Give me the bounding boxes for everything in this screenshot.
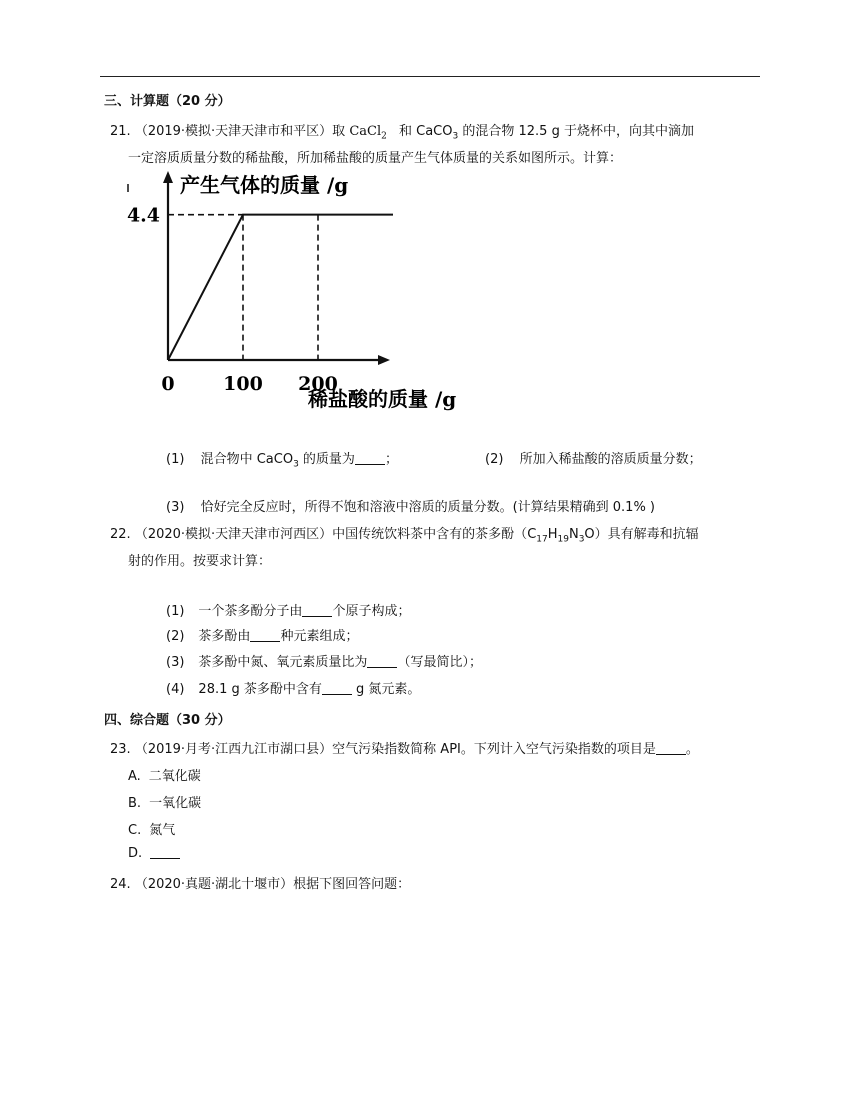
y-axis-arrow — [163, 171, 173, 183]
q21-text-c: 的混合物 12.5 g 于烧杯中，向其中滴加 — [458, 124, 694, 139]
q23-number: 23. — [110, 742, 131, 757]
formula-cacl2: CaCl$_2$ — [349, 124, 387, 142]
q22-item-4-blank[interactable] — [322, 682, 352, 695]
q22-line1 — [110, 523, 699, 545]
q23-line: 23. （2019·月考·江西九江市湖口县）空气污染指数简称 API。下列计入空气污染指数的项目是 。 — [110, 742, 699, 757]
q21-sub2 — [485, 448, 702, 467]
q21-sub3-number: (3) — [166, 500, 185, 515]
section-4-title: 四、综合题（30 分） — [104, 713, 231, 728]
x-axis-label: 稀盐酸的质量 /g — [308, 387, 457, 411]
q21-sub3 — [166, 496, 655, 515]
x-tick-label-0: 0 — [161, 373, 175, 395]
q23-option-d[interactable]: D. — [128, 846, 180, 861]
q23-blank[interactable] — [656, 742, 686, 755]
q21-sub1-blank[interactable] — [355, 452, 385, 465]
q22-item-1: (1) 一个茶多酚分子由 个原子构成； — [166, 604, 411, 619]
q21-text-b: 和 — [399, 124, 417, 139]
y-tick-label-4-4: 4.4 — [126, 204, 160, 227]
top-rule — [100, 76, 760, 77]
q22-item-2-blank[interactable] — [250, 629, 280, 642]
section-3-title: 三、计算题（20 分） — [104, 94, 231, 109]
q24-text: （2020·真题·湖北十堰市）根据下图回答问题： — [134, 877, 411, 892]
q23-option-c[interactable]: C. 氮气 — [128, 823, 176, 838]
q22-item-4: (4) 28.1 g 茶多酚中含有 g 氮元素。 — [166, 682, 421, 697]
x-tick-label-100: 100 — [223, 373, 263, 395]
q21-sub2-number: (2) — [485, 452, 504, 467]
formula-caco3: CaCO$_3$ — [416, 124, 459, 142]
q23-option-d-blank[interactable] — [150, 846, 180, 859]
q22-line2: 射的作用。按要求计算： — [128, 554, 272, 569]
q24-line — [110, 873, 410, 892]
q23-option-a[interactable]: A. 二氧化碳 — [128, 769, 201, 784]
q22-number: 22. — [110, 527, 131, 542]
q22-item-3: (3) 茶多酚中氮、氧元素质量比为 （写最简比）； — [166, 655, 482, 670]
x-tick-label-200: 200 — [298, 373, 338, 395]
q21-number: 21. — [110, 124, 131, 139]
q21-sub1-text: 混合物中 CaCO — [200, 452, 294, 467]
y-axis-label: 产生气体的质量 /g — [180, 173, 349, 197]
q21-line1 — [110, 120, 694, 142]
q22-item-2: (2) 茶多酚由 种元素组成； — [166, 629, 359, 644]
q21-sub2-text: 所加入稀盐酸的溶质质量分数； — [519, 452, 702, 467]
q22-item-1-blank[interactable] — [302, 604, 332, 617]
q22-text-b: ）具有解毒和抗辐 — [594, 527, 699, 542]
gas-mass-series-line — [168, 215, 393, 360]
x-axis-arrow — [378, 355, 390, 365]
q21-sub1: (1) 混合物中 CaCO$_3$ 的质量为 ； — [166, 452, 398, 470]
q21-line2: 一定溶质质量分数的稀盐酸，所加稀盐酸的质量产生气体质量的关系如图所示。计算： — [128, 151, 623, 166]
q21-sub1-number: (1) — [166, 452, 185, 467]
tea-polyphenol-formula: $C_{17}H_{19}N_3O$ — [527, 527, 595, 545]
q21-sub3-text: 恰好完全反应时，所得不饱和溶液中溶质的质量分数。(计算结果精确到 0.1% ) — [200, 500, 655, 515]
q23-option-b[interactable]: B. 一氧化碳 — [128, 796, 202, 811]
q24-number: 24. — [110, 877, 131, 892]
gas-mass-chart — [118, 168, 478, 418]
q23-text: （2019·月考·江西九江市湖口县）空气污染指数简称 API。下列计入空气污染指数的项目是 — [134, 742, 656, 757]
q22-text-a: （2020·模拟·天津天津市河西区）中国传统饮料茶中含有的茶多酚（ — [134, 527, 528, 542]
q22-item-3-blank[interactable] — [367, 655, 397, 668]
q21-text-a: （2019·模拟·天津天津市和平区）取 — [134, 124, 350, 139]
